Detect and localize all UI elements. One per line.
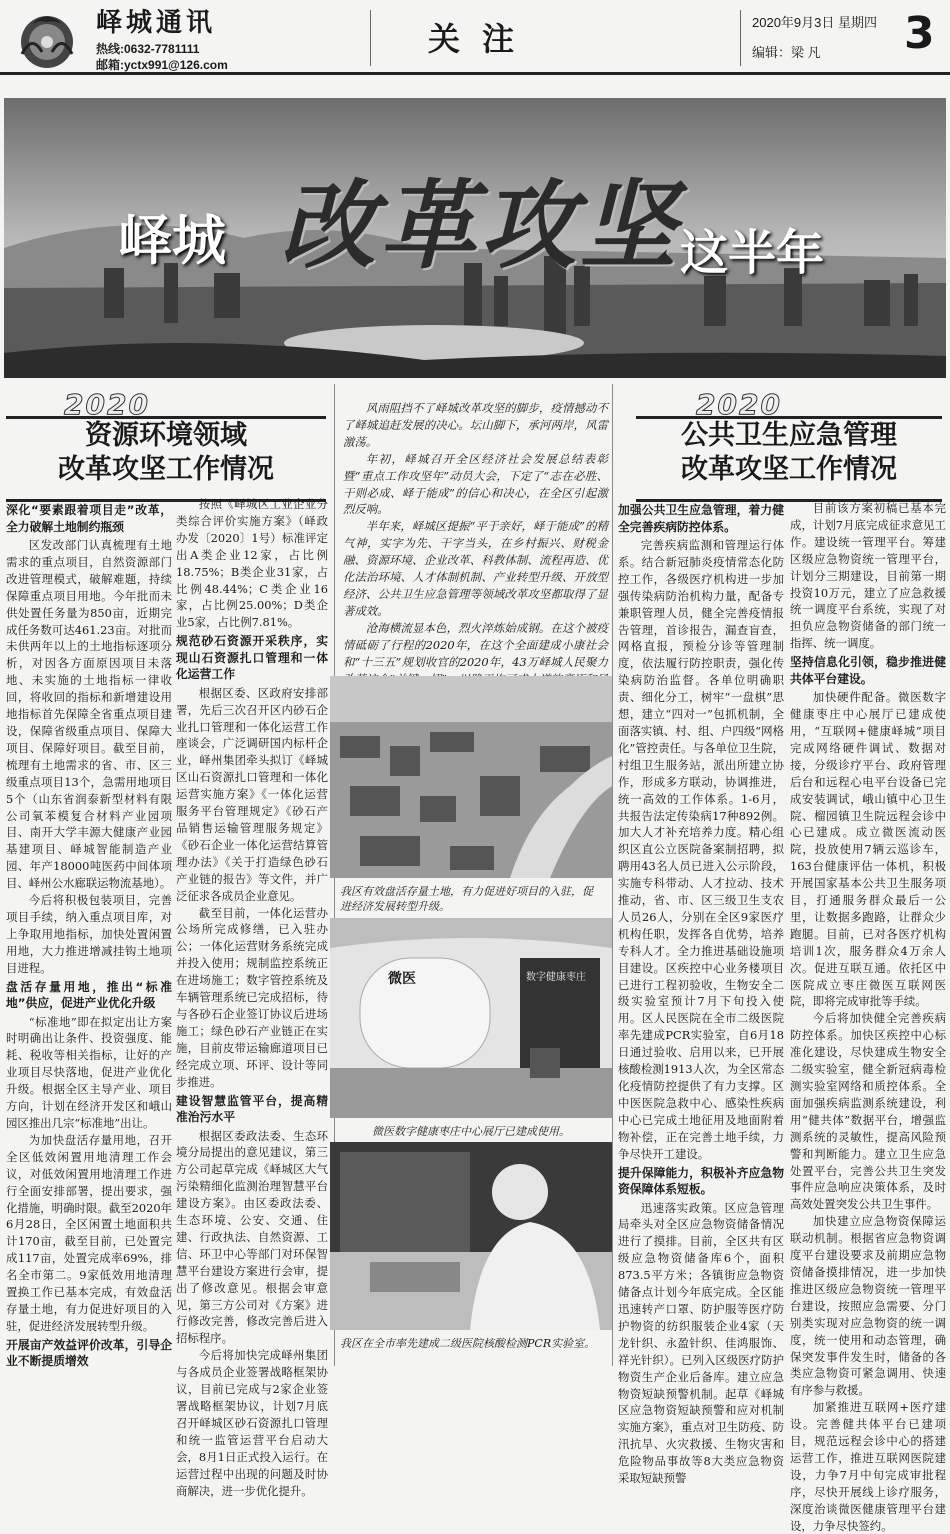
exhibition-hall-photo bbox=[330, 918, 612, 1118]
subheading: 规范砂石资源开采秩序，实现山石资源扎口管理和一体化运营工作 bbox=[176, 634, 328, 682]
photo-caption-2: 微医数字健康枣庄中心展厅已建成使用。 bbox=[372, 1125, 570, 1138]
photo-caption-3: 我区在全市率先建成二级医院核酸检测PCR实验室。 bbox=[340, 1337, 596, 1350]
intro-paragraph: 风雨阻挡不了峄城改革攻坚的脚步，疫情撼动不了峄城追赶发展的决心。坛山脚下，承河两岸，风雷激荡。 bbox=[343, 401, 608, 449]
aerial-town-photo bbox=[330, 676, 612, 878]
paragraph: 完善疾病监测和管理运行体系。结合新冠肺炎疫情常态化防控工作，各级医疗机构进一步加强传染病防治机构力量，配备专兼职管理人员，健全完善疫情报告管理，首诊报告，漏查盲查，网格直报，预检分诊等管理制度，依法履行防控职责，强化传染病防治监督。各单位明确职责、细化分工，树牢“一盘棋”思想，建立“四对一”包抓机制，全面落实镇、村、组、户四级“网格化”管控责任。与各单位卫生院，村组卫生服务站，派出所建立协作，形成多方联动，协调推进，统一高效的工作体系。1-6月，共报告法定传染病17种892例。加大人才补充培养力度。精心组织区直公立医院备案制招聘，拟聘用43名人员已进入公示阶段，实施专科带动、人才拉动、技术推动，省、市、区三级卫生支农人员26人，分别在全区9家医疗机构任职，发挥各自优势，培养专科人才。全力推进基础设施项目建设。区疾控中心业务楼项目已进行工程初验收，生物安全二级实验室预计7月下旬投入使用。区人民医院在全市二级医院率先建成PCR实验室，自6月18日通过验收、启用以来，已开展核酸检测1913人次，为全区常态化疫情防控提供了有力支撑。区中医医院急救中心、感染性疾病中心已完成土地征用及地面附着物补偿，正在完善土地手续，力争尽快开工建设。 bbox=[618, 538, 784, 1161]
right-article-headline bbox=[636, 416, 942, 502]
left-headline-line2: 改革攻坚工作情况 bbox=[58, 454, 274, 485]
photo-caption-1: 我区有效盘活存量土地，有力促进好项目的入驻，促进经济发展转型升级。 bbox=[340, 885, 593, 913]
paragraph: 截至目前，一体化运营办公场所完成修缮，已入驻办公；一体化运营财务系统完成并投入使用；规制监控系统正在进场施工；数字管控系统及车辆管理系统已完成招标，待与各砂石企业签订协议后进场施工；绿色砂石产业链正在实施，目前皮带运输廊道项目已经完成立项、环评、设计等同步推进。 bbox=[176, 905, 328, 1089]
masthead-phone: 热线:0632-7781111 bbox=[96, 42, 200, 56]
year-mark: 2020 bbox=[696, 388, 782, 421]
masthead-email: 邮箱:yctx991@126.com bbox=[96, 58, 228, 72]
subheading: 深化“要素跟着项目走”改革，全力破解土地制约瓶颈 bbox=[6, 503, 172, 534]
column-rule bbox=[612, 384, 613, 1366]
masthead-logo bbox=[12, 4, 82, 74]
paragraph: 今后将加快完成峄州集团与各成员企业签署战略框架协议，目前已完成与2家企业签署战略框架协议，计划7月底召开峄城区砂石资源扎口管理和统一监管运营平台启动大会，8月1日正式投入运行。在运营过程中出现的问题及时协商解决，进一步优化提升。 bbox=[176, 1348, 328, 1498]
paragraph: 按照《峄城区工业企业分类综合评价实施方案》（峄政办发〔2020〕1号）标准评定出A类企业12家，占比例18.75%；B类企业31家，占比例48.44%；C类企业16家，占比例25.00%；D类企业5家，占比例7.81%。 bbox=[176, 497, 328, 630]
paragraph: 加快硬件配备。微医数字健康枣庄中心展厅已建成使用，“互联网+健康峄城”项目完成网络硬件调试、数据对接，分级诊疗平台、政府管理后台和远程心电平台设备已完成安装调试，峨山镇中心卫生院、榴园镇卫生院远程会诊中心已建成。成立微医流动医院，投放使用7辆云巡诊车，163台健康评估一体机，积极开展国家基本公共卫生服务项目，打通服务群众最后一公里，让数据多跑路，让群众少跑腿。目前，已对各医疗机构培训1次，服务群众4万余人次。促进互联互通。依托区中医院成立枣庄微医互联网医院，即将完成审批等手续。 bbox=[790, 690, 946, 1009]
paragraph: 今后将积极包装项目，完善项目手续，纳入重点项目库，对上争取用地指标，加快处置闲置用地，大力推进增减挂钩土地项目进程。 bbox=[6, 893, 172, 975]
header-rule bbox=[0, 72, 950, 75]
paragraph: 为加快盘活存量用地，召开全区低效闲置用地清理工作会议，对低效闲置用地清理工作进行全面安排部署，提出要求，强化措施，明确时限。截至2020年6月28日，全区闲置土地面积共计170亩，截至目前，已处置完成117亩，处置完成率69%，排名全市第二。9家低效用地清理置换工作已基本完成，有效盘活存量土地，有力促进好项目的入驻，促进经济发展转型升级。 bbox=[6, 1132, 172, 1333]
left-article-headline bbox=[6, 416, 326, 502]
paragraph: “标准地”即在拟定出让方案时明确出让条件、投资强度、能耗、税收等相关指标，让好的产业项目尽快落地，促进产业优化升级。根据全区主导产业、项目方向，计划在经济开发区和峨山园区推出几宗“标准地”出让。 bbox=[6, 1014, 172, 1130]
exhibit-wall-text: 数字健康枣庄 bbox=[526, 972, 586, 983]
subheading: 加强公共卫生应急管理，着力健全完善疾病防控体系。 bbox=[618, 503, 784, 534]
subheading: 开展亩产效益评价改革，引导企业不断提质增效 bbox=[6, 1337, 172, 1369]
pcr-lab-photo bbox=[330, 1142, 612, 1330]
section-title: 关注 bbox=[428, 20, 537, 58]
paragraph: 今后将加快健全完善疾病防控体系。加快区疾控中心标准化建设，尽快建成生物安全二级实验室，健全新冠病毒检测实验室网络和质控体系。全面加强疾病监测系统建设，利用“健共体”数据平台，增强监测系统的灵敏性，提高风险预警和判断能力。建立卫生应急处置平台，完善公共卫生突发事件应急响应决策体系，及时高效处置突发公共卫生事件。 bbox=[790, 1011, 946, 1212]
paragraph: 区发改部门认真梳理有土地需求的重点项目，自然资源部门改进管理模式，破解难题，持续保障重点项目用地。今年批而未供处置任务量为850亩，近期完成任务数可达461.23亩。对批而未供两年以上的土地指标逐项分析，对因各方面原因项目未落地、未实施的土地指标一律收回，将收回的指标和新增建设用地指标首先保障全省重点项目建设，保障省级重点项目、保障大项目、保障好项目。截至目前，梳理有土地需求的省、市、区三级重点项目13个，急需用地项目5个（山东省润泰新型材料有限公司氧苯模复合材料产业园项目、南开大学丰源大健康产业园基建项目、峄城智能制造产业园、年产18000吨医药中间体项目、峄州公水廊联运物流基地）。 bbox=[6, 538, 172, 891]
masthead-name: 峄城通讯 bbox=[96, 8, 217, 38]
subheading: 坚持信息化引领，稳步推进健共体平台建设。 bbox=[790, 655, 946, 686]
paragraph: 加紧推进互联网+医疗建设。完善健共体平台已建项目，规范远程会诊中心的搭建运营工作，推进互联网医院建设，力争7月中旬完成审批程序，尽快开展线上诊疗服务，深度治谈微医健康管理平台建设，力争尽快签约。 bbox=[790, 1400, 946, 1533]
issue-date: 2020年9月3日 星期四 bbox=[752, 15, 877, 30]
left-headline-line1: 资源环境领域 bbox=[85, 420, 247, 451]
intro-paragraph: 年初，峄城召开全区经济社会发展总结表彰暨“重点工作攻坚年”动员大会，下定了“志在必胜、干则必成、峄于能成”的信心和决心，在全区引起激烈反响。 bbox=[343, 451, 608, 517]
right-article-column-1 bbox=[618, 500, 784, 1486]
header-separator bbox=[740, 10, 741, 66]
subheading: 盘活存量用地，推出“标准地”供应，促进产业优化升级 bbox=[6, 979, 172, 1011]
banner-title-place: 峄城 bbox=[118, 209, 226, 272]
right-headline-line2: 改革攻坚工作情况 bbox=[681, 454, 897, 485]
intro-text bbox=[343, 400, 608, 670]
header-separator bbox=[370, 10, 371, 66]
editor-credit: 编辑：梁 凡 bbox=[752, 45, 821, 60]
left-article-column-2 bbox=[176, 496, 328, 1498]
paragraph: 目前该方案初稿已基本完成，计划7月底完成征求意见工作。建设统一管理平台。筹建区级应急物资统一管理平台，计划分三期建设，目前第一期投资10万元，建立了应急救援统一调度平台系统，实现了对担负应急物资储备的部门统一指挥、统一调度。 bbox=[790, 501, 946, 651]
right-article-column-2 bbox=[790, 500, 946, 1533]
paragraph: 加快建立应急物资保障运联动机制。根据省应急物资调度平台建设要求及前期应急物资储备摸排情况，进一步加快推进区级应急物资统一管理平台建设，按照应急需要、分门别类实现对应急物资的统一调度，统一使用和动态管理，确保突发事件发生时，储备的各类应急物资可紧急调用、快速有序参与救援。 bbox=[790, 1214, 946, 1398]
paragraph: 根据区委、区政府安排部署，先后三次召开区内砂石企业扎口管理和一体化运营工作座谈会，广泛调研国内标杆企业，峄州集团牵头拟订《峄城区山石资源扎口管理和一体化运营实施方案》《一体化运营服务平台管理规定》《砂石产品销售运输管理服务规定》《砂石企业一体化运营结算管理办法》《关于打造绿色砂石产业链的报告》等文件，并广泛征求各成员企业意见。 bbox=[176, 685, 328, 903]
right-headline-line1: 公共卫生应急管理 bbox=[681, 420, 897, 451]
exhibit-sign-logo: 微医 bbox=[388, 971, 416, 987]
intro-paragraph: 沧海横流显本色，烈火淬炼始成钢。在这个被疫情砥砺了行程的2020年，在这个全面建成小康社会和“十三五”规划收官的2020年，43万峄城人民聚力 bbox=[343, 620, 608, 669]
banner-title-suffix: 这半年 bbox=[680, 225, 825, 281]
page-number: 3 bbox=[904, 8, 935, 59]
paragraph: 迅速落实政策。区应急管理局牵头对全区应急物资储备情况进行了摸排。目前，全区共有区级应急物资储备库6个，面积873.5平方米；各镇街应急物资储备点计划今年底完成。全区能迅速转产口罩、防护服等医疗防护物资的纺织服装企业4家（天龙针织、永盈针织、佳鸿服饰、祥光针织）。已列入区级医疗防护物资生产企业后备库。建立应急物资短缺预警机制。起草《峄城区应急物资短缺预警和应对机制实施方案》，重点对卫生防疫、防汛抗旱、火灾救援、生物灾害和危险物品事故等8大类应急物资采取短缺预警 bbox=[618, 1200, 784, 1486]
intro-paragraph: 半年来，峄城区提振“平于亲好，峄于能成”的精气神，实字为先、干字当头，在乡村振兴、财税金融、资源环境、企业改革、科教体制、流程再造、优化法治环境、人才体制机制、产业转型升级、开放型经济、公共卫生应急管理等领域改革攻坚都取得了显著成效。 bbox=[343, 519, 608, 618]
subheading: 提升保障能力，积极补齐应急物资保障体系短板。 bbox=[618, 1165, 784, 1197]
year-mark: 2020 bbox=[64, 388, 150, 421]
left-article-column-1 bbox=[6, 500, 172, 1369]
banner-title-main: 改革攻坚 bbox=[280, 169, 680, 282]
subheading: 建设智慧监管平台，提高精准治污水平 bbox=[176, 1093, 328, 1124]
paragraph: 根据区委政法委、生态环境分局提出的意见建议，第三方公司起草完成《峄城区大气污染精细化监测治理智慧平台建设方案》。由区委政法委、生态环境、公安、交通、住建、行政执法、自然资源、工信、环卫中心等部门对环保智慧平台建设方案进行会审，提出了修改意见。根据会审意见，第三方公司对《方案》进行修改完善，修改完善后进入招标程序。 bbox=[176, 1128, 328, 1346]
